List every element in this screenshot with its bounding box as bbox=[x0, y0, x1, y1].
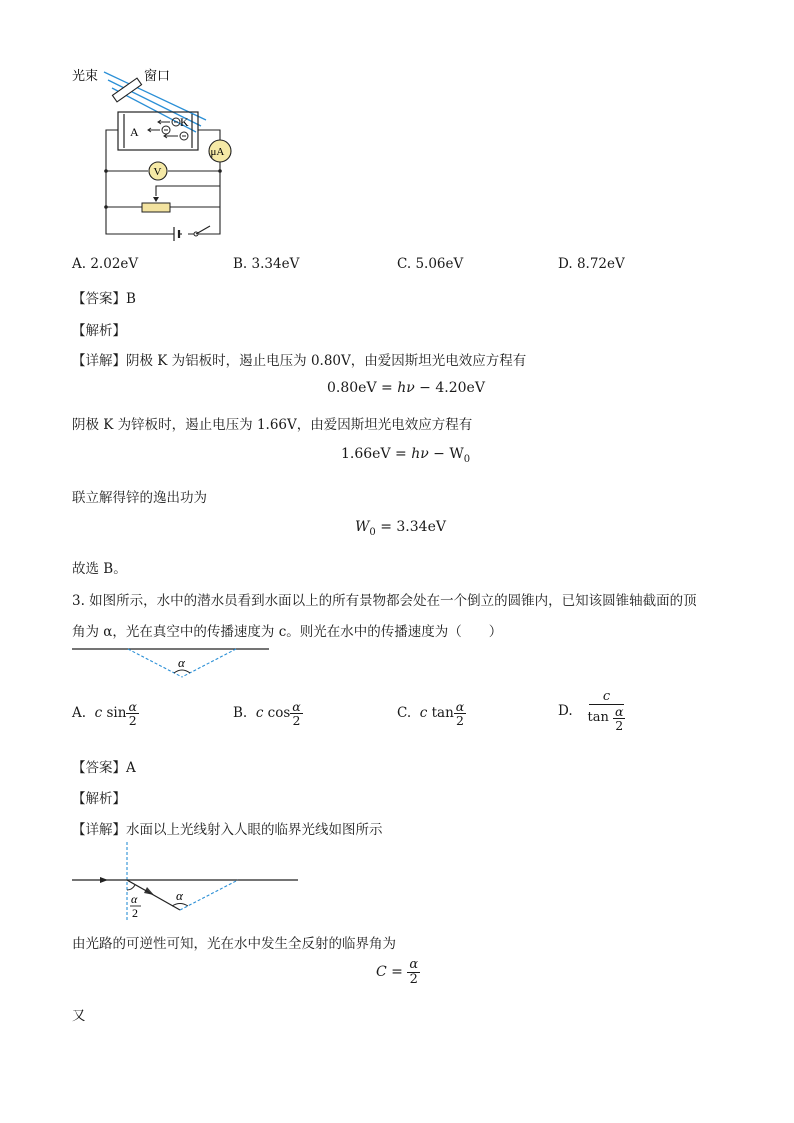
q2-option-a[interactable]: A. 2.02eV bbox=[72, 256, 139, 272]
q3-analysis-label: 【解析】 bbox=[72, 791, 126, 807]
cone-figure bbox=[70, 640, 274, 684]
q2-equation-2: $1.66eV = h\nu - W_0$ bbox=[341, 446, 471, 465]
q2-equation-3: $W_0 = 3.34eV$ bbox=[355, 519, 446, 538]
half-angle-denominator: 2 bbox=[132, 906, 138, 920]
q2-analysis-label: 【解析】 bbox=[72, 323, 126, 339]
q3-option-c[interactable]: C. c tan $\frac{\alpha}{2}$ bbox=[397, 699, 465, 729]
apex-angle-arc bbox=[172, 904, 188, 907]
apex-alpha-label: α bbox=[176, 888, 183, 903]
q2-conclusion: 故选 B。 bbox=[72, 561, 127, 577]
half-angle-arc bbox=[127, 885, 135, 890]
q3-option-a[interactable]: A. c sin $\frac{\alpha}{2}$ bbox=[72, 699, 137, 729]
q2-answer: 【答案】B bbox=[72, 291, 136, 307]
critical-ray-figure bbox=[70, 840, 302, 922]
cone-edge bbox=[180, 880, 238, 910]
photoelectric-circuit-figure bbox=[66, 64, 246, 246]
window-label: 窗口 bbox=[144, 68, 171, 83]
half-angle-numerator: α bbox=[131, 892, 138, 906]
microammeter-label: μA bbox=[210, 146, 225, 158]
q2-equation-1: 0.80eV = hν − 4.20eV bbox=[327, 380, 485, 396]
q2-detail-3: 联立解得锌的逸出功为 bbox=[72, 490, 207, 506]
q2-option-c[interactable]: C. 5.06eV bbox=[397, 256, 464, 272]
incident-arrow bbox=[100, 877, 108, 883]
q3-option-b[interactable]: B. c cos $\frac{\alpha}{2}$ bbox=[233, 699, 301, 729]
light-beam-label: 光束 bbox=[72, 68, 99, 83]
anode-label: A bbox=[130, 125, 139, 139]
q3-equation: C = $\frac{\alpha}{2}$ bbox=[376, 957, 419, 987]
rheostat bbox=[142, 203, 170, 212]
voltmeter-label: V bbox=[153, 166, 162, 178]
q3-option-d[interactable]: D. c tan $\frac{\alpha}{2}$ bbox=[558, 689, 624, 733]
q2-detail-2: 阴极 K 为锌板时，遏止电压为 1.66V，由爱因斯坦光电效应方程有 bbox=[72, 417, 473, 433]
apex-angle-arc bbox=[174, 670, 190, 673]
circuit-wires bbox=[106, 130, 220, 234]
q3-trailing-text: 又 bbox=[72, 1008, 86, 1024]
cone-alpha-label: α bbox=[178, 655, 185, 670]
q3-stem-line-1: 3. 如图所示，水中的潜水员看到水面以上的所有景物都会处在一个倒立的圆锥内，已知该圆锥轴截面的顶 bbox=[72, 593, 697, 609]
q3-detail-2: 由光路的可逆性可知，光在水中发生全反射的临界角为 bbox=[72, 936, 396, 952]
q3-detail-1: 【详解】水面以上光线射入人眼的临界光线如图所示 bbox=[72, 822, 383, 838]
q3-stem-line-2: 角为 α，光在真空中的传播速度为 c。则光在水中的传播速度为（ ） bbox=[72, 624, 503, 640]
q2-detail-1: 【详解】阴极 K 为铝板时，遏止电压为 0.80V，由爱因斯坦光电效应方程有 bbox=[72, 353, 527, 369]
q2-option-d[interactable]: D. 8.72eV bbox=[558, 256, 625, 272]
q2-option-b[interactable]: B. 3.34eV bbox=[233, 256, 300, 272]
cathode-label: K bbox=[180, 115, 189, 129]
q3-answer: 【答案】A bbox=[72, 760, 136, 776]
